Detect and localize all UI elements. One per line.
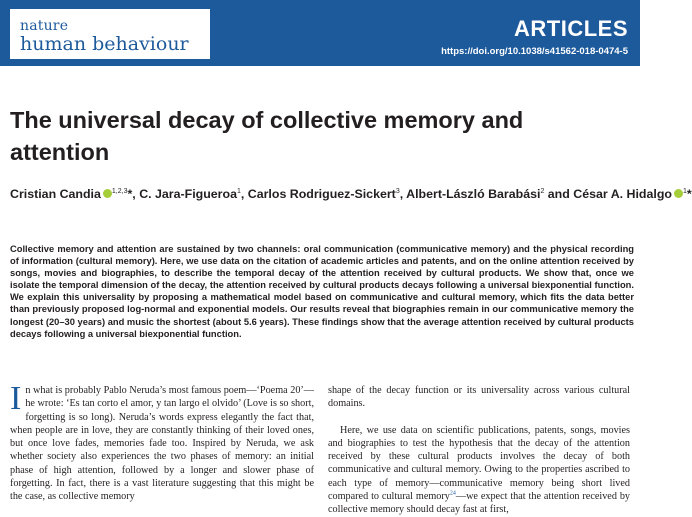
body-column-left — [10, 380, 314, 504]
abstract: Collective memory and attention are sustained by two channels: oral communication (communicative memory) and the physical recording of information (cultural memory). Here, we use data on the citation of academic articles and patents, and on the online attention received by songs, movies and biographies, to describe the temporal decay of the attention received by cultural products. We show that, once we isolate the temporal dimension of the decay, the attention received by cultural products decays following a universal biexponential function. We explain this universality by proposing a mathematical model based on communicative and cultural memory, which fits the data better than previously proposed log-normal and exponential models. Our results reveal that biographies remain in our communicative memory the longest (20–30 years) and music the shortest (about 5.6 years). These findings show that the average attention received by cultural products decays following a universal biexponential function. — [10, 244, 634, 339]
author-name-text: César A. Hidalgo — [573, 187, 672, 201]
affiliation-marker: 1 — [682, 187, 687, 195]
body-column-right — [328, 384, 630, 517]
journal-logo-title: human behaviour — [20, 33, 189, 55]
journal-header — [0, 0, 640, 66]
author-separator: , — [240, 187, 248, 201]
body-paragraph: n what is probably Pablo Neruda’s most famous poem—‘Poema 20’—he wrote: ‘Es tan corto el amor, y tan largo el olvido’ (Love is so short, forgetting is so long). Neruda’s words express elegantly the fact that, when people are in love, they are constantly thinking of their loved ones, but once love fades, memories fade too. Inspired by Neruda, we ask whether society also experiences the two phases of memory: an initial phase of high attention, followed by a longer and slower phase of forgetting. In fact, there is a vast literature suggesting that this might be the case, as collective memory — [10, 385, 314, 503]
author-name[interactable] — [406, 187, 544, 201]
corresponding-author-marker: * — [127, 187, 133, 201]
author-separator: and — [544, 187, 574, 201]
author-name-text: Albert-László Barabási — [406, 187, 541, 201]
author-name-text: C. Jara-Figueroa — [139, 187, 237, 201]
journal-logo[interactable] — [10, 9, 210, 59]
author-separator: , — [132, 187, 140, 201]
body-text: Here, we use data on scientific publications, patents, songs, movies and biographies to test the hypothesis that the decay of the attention received by these cultural products involves the decay of both communicative and cultural memory. Owing to the properties ascribed to each type of memory—communicative memory being short lived compared to cultural memory — [328, 424, 630, 503]
corresponding-author-marker: * — [686, 187, 692, 201]
doi-link[interactable]: https://doi.org/10.1038/s41562-018-0474-5 — [441, 46, 628, 57]
author-name[interactable] — [139, 187, 241, 201]
affiliation-marker: 3 — [395, 187, 400, 195]
affiliation-marker: 1,2,3 — [111, 187, 128, 195]
drop-cap: I — [10, 380, 22, 417]
author-list — [10, 184, 692, 205]
orcid-icon[interactable] — [103, 189, 112, 198]
body-paragraph: shape of the decay function or its universality across various cultural domains. — [328, 385, 630, 410]
author-name[interactable] — [10, 187, 132, 201]
affiliation-marker: 1 — [236, 187, 241, 195]
article-title: The universal decay of collective memory and attention — [10, 107, 524, 165]
section-label: ARTICLES — [514, 16, 628, 41]
orcid-icon[interactable] — [674, 189, 683, 198]
author-name[interactable] — [248, 187, 400, 201]
author-name-text: Cristian Candia — [10, 187, 101, 201]
reference-link[interactable]: 24 — [449, 490, 456, 497]
journal-logo-nature: nature — [20, 18, 69, 34]
affiliation-marker: 2 — [540, 187, 545, 195]
author-name-text: Carlos Rodriguez-Sickert — [247, 187, 396, 201]
author-name[interactable] — [573, 187, 691, 201]
author-separator: , — [399, 187, 407, 201]
body-text: —we expect that the attention received by collective memory should decay fast at first, — [328, 491, 631, 516]
body-paragraph — [328, 424, 630, 517]
